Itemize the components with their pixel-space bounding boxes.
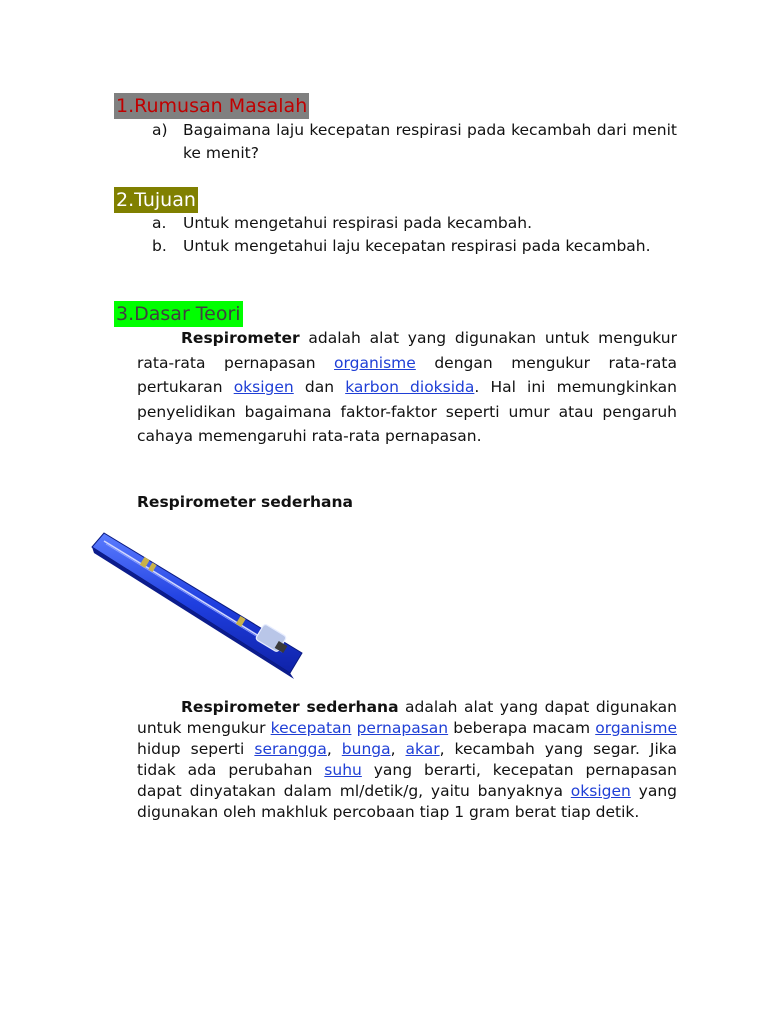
term-respirometer: Respirometer — [181, 329, 300, 347]
section-heading-rumusan-masalah: 1.Rumusan Masalah — [116, 95, 308, 117]
link-organisme[interactable]: organisme — [334, 353, 416, 372]
theory-paragraph — [137, 326, 677, 449]
term-respirometer-sederhana: Respirometer sederhana — [181, 698, 399, 716]
text-run: , kecambah yang segar. Jika tidak ada perubahan — [137, 740, 677, 779]
link-bunga[interactable]: bunga — [341, 740, 391, 758]
text-run: dengan mengukur rata-rata pertukaran — [137, 353, 677, 397]
subheading-respirometer-sederhana: Respirometer sederhana — [137, 493, 353, 511]
text-run: beberapa macam — [448, 719, 596, 737]
section-heading-tujuan: 2.Tujuan — [116, 189, 196, 211]
list-marker: a. — [152, 214, 167, 232]
text-run: , — [326, 740, 342, 758]
text-run: hidup seperti — [137, 740, 255, 758]
respirometer-image — [90, 525, 305, 680]
text-run: , — [390, 740, 406, 758]
link-serangga[interactable]: serangga — [254, 740, 327, 758]
text-run: adalah alat yang digunakan untuk mengukur rata-rata pernapasan — [137, 329, 677, 372]
list-item-text: Untuk mengetahui laju kecepatan respirasi pada kecambah. — [183, 237, 651, 255]
list-marker: b. — [152, 237, 167, 255]
link-pernapasan[interactable]: pernapasan — [356, 719, 449, 737]
link-suhu[interactable]: suhu — [324, 761, 362, 779]
text-run: yang berarti, kecepatan pernapasan dapat dinyatakan dalam ml/detik/g, yaitu banyaknya — [137, 761, 677, 800]
text-run: adalah alat yang dapat digunakan untuk mengukur — [137, 698, 677, 737]
text-run: . Hal ini memungkinkan penyelidikan bagaimana faktor-faktor seperti umur atau pengaruh cahaya memengaruhi rata-rata pernapasan. — [137, 378, 677, 446]
link-organisme-2[interactable]: organisme — [595, 719, 677, 737]
list-marker: a) — [152, 121, 168, 139]
list-item-text: Bagaimana laju kecepatan respirasi pada kecambah dari menit ke menit? — [183, 121, 677, 162]
objective-list — [152, 212, 677, 258]
section-heading-dasar-teori: 3.Dasar Teori — [116, 303, 241, 325]
link-karbon-dioksida[interactable]: karbon dioksida — [345, 378, 475, 397]
link-oksigen[interactable]: oksigen — [233, 378, 294, 397]
list-item — [152, 119, 677, 165]
respirometer-paragraph — [137, 697, 677, 823]
text-run: yang digunakan oleh makhluk percobaan tiap 1 gram berat tiap detik. — [137, 782, 677, 821]
link-akar[interactable]: akar — [405, 740, 440, 758]
text-run: dan — [293, 378, 346, 397]
link-kecepatan[interactable]: kecepatan — [270, 719, 352, 737]
problem-list — [152, 119, 677, 165]
list-item — [152, 235, 677, 258]
list-item — [152, 212, 677, 235]
link-oksigen-2[interactable]: oksigen — [570, 782, 631, 800]
list-item-text: Untuk mengetahui respirasi pada kecambah. — [183, 214, 532, 232]
